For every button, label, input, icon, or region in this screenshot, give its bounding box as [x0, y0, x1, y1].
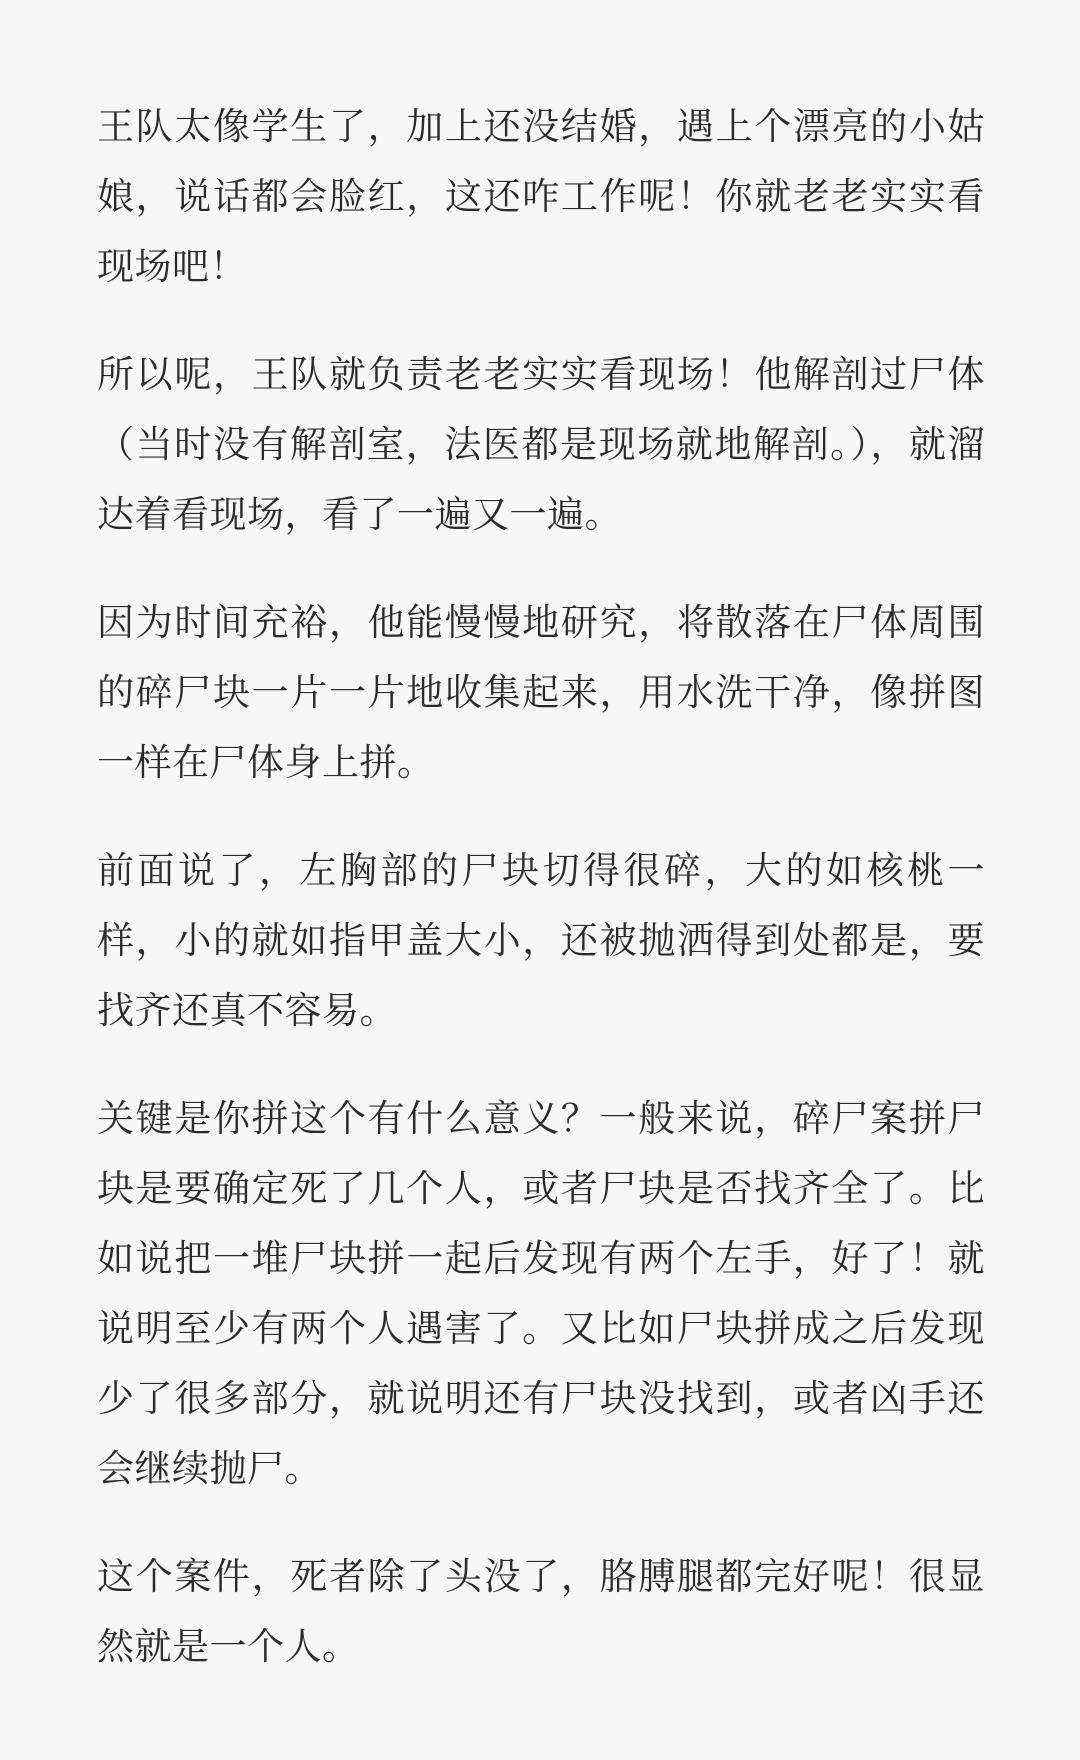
paragraph-5: 关键是你拼这个有什么意义？一般来说，碎尸案拼尸块是要确定死了几个人，或者尸块是否找齐全了。比如说把一堆尸块拼一起后发现有两个左手，好了！就说明至少有两个人遇害了。又比如尸块拼成之后发现少了很多部分，就说明还有尸块没找到，或者凶手还会继续抛尸。 [97, 1097, 985, 1490]
paragraph-1: 王队太像学生了，加上还没结婚，遇上个漂亮的小姑娘，说话都会脸红，这还咋工作呢！你就老老实实看现场吧！ [97, 105, 985, 288]
paragraph-2: 所以呢，王队就负责老老实实看现场！他解剖过尸体（当时没有解剖室，法医都是现场就地解剖。），就溜达着看现场，看了一遍又一遍。 [97, 353, 985, 536]
paragraph-4: 前面说了，左胸部的尸块切得很碎，大的如核桃一样，小的就如指甲盖大小，还被抛洒得到处都是，要找齐还真不容易。 [97, 849, 985, 1032]
paragraph-3: 因为时间充裕，他能慢慢地研究，将散落在尸体周围的碎尸块一片一片地收集起来，用水洗干净，像拼图一样在尸体身上拼。 [97, 601, 985, 784]
paragraph-6: 这个案件，死者除了头没了，胳膊腿都完好呢！很显然就是一个人。 [97, 1555, 985, 1668]
